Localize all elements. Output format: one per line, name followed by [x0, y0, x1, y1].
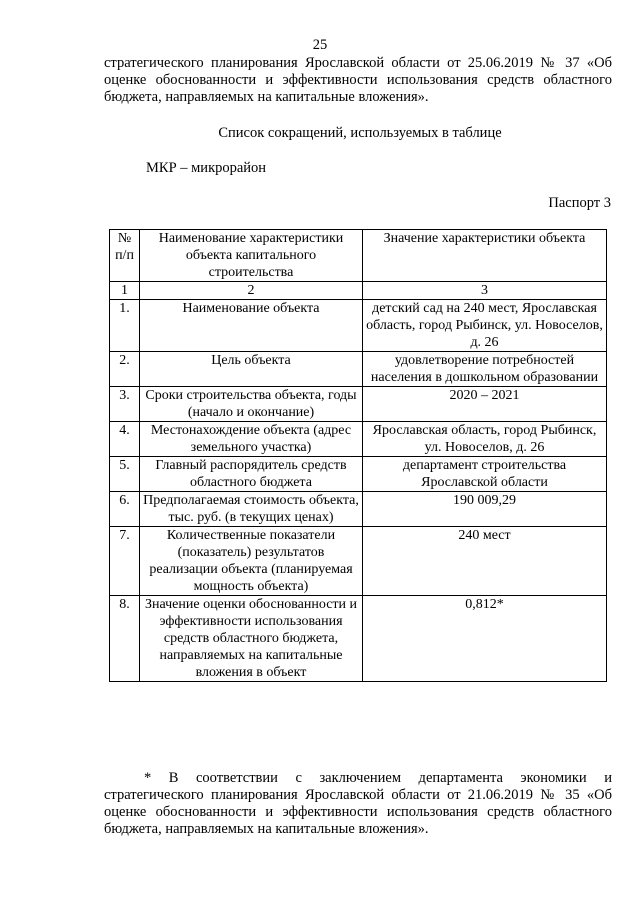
table-row: [110, 527, 607, 596]
table-row: [110, 422, 607, 457]
row-name: Сроки строительства объекта, годы (начало и окончание): [140, 387, 363, 422]
row-number: 1.: [110, 300, 140, 352]
row-number: 2.: [110, 352, 140, 387]
page-number: 25: [312, 37, 328, 53]
abbreviation-entry: МКР – микрорайон: [146, 160, 267, 176]
footnote: [104, 770, 612, 838]
passport-table: [109, 229, 607, 682]
table-numbering-row: [110, 282, 607, 300]
row-value: 240 мест: [363, 527, 607, 596]
header-characteristic-value: Значение характеристики объекта: [363, 230, 607, 282]
table-row: [110, 457, 607, 492]
footnote-text: * В соответствии с заключением департамента экономики и стратегического планирования Ярославской области от 21.06.2019 № 35 «Об оценке обоснованности и эффективности использования средств областного бюджета, направляемых на капитальные вложения».: [104, 770, 612, 837]
row-name: Местонахождение объекта (адрес земельного участка): [140, 422, 363, 457]
table-row: [110, 387, 607, 422]
row-name: Наименование объекта: [140, 300, 363, 352]
row-number: 8.: [110, 596, 140, 682]
table-header-row: [110, 230, 607, 282]
row-value: департамент строительства Ярославской области: [363, 457, 607, 492]
row-number: 4.: [110, 422, 140, 457]
row-value: 0,812*: [363, 596, 607, 682]
row-value: детский сад на 240 мест, Ярославская область, город Рыбинск, ул. Новоселов, д. 26: [363, 300, 607, 352]
numbering-cell: 3: [363, 282, 607, 300]
table-row: [110, 492, 607, 527]
row-number: 7.: [110, 527, 140, 596]
row-name: Значение оценки обоснованности и эффективности использования средств областного бюджета, направляемых на капитальные вложения в объект: [140, 596, 363, 682]
header-characteristic-name: Наименование характеристики объекта капитального строительства: [140, 230, 363, 282]
row-name: Количественные показатели (показатель) результатов реализации объекта (планируемая мощность объекта): [140, 527, 363, 596]
row-value: 190 009,29: [363, 492, 607, 527]
row-value: Ярославская область, город Рыбинск, ул. Новоселов, д. 26: [363, 422, 607, 457]
table-row: [110, 300, 607, 352]
row-name: Цель объекта: [140, 352, 363, 387]
numbering-cell: 2: [140, 282, 363, 300]
row-number: 3.: [110, 387, 140, 422]
passport-label: Паспорт 3: [548, 195, 611, 211]
row-name: Главный распорядитель средств областного бюджета: [140, 457, 363, 492]
header-number: № п/п: [110, 230, 140, 282]
row-name: Предполагаемая стоимость объекта, тыс. руб. (в текущих ценах): [140, 492, 363, 527]
row-value: удовлетворение потребностей населения в дошкольном образовании: [363, 352, 607, 387]
row-number: 6.: [110, 492, 140, 527]
row-value: 2020 – 2021: [363, 387, 607, 422]
numbering-cell: 1: [110, 282, 140, 300]
section-title: Список сокращений, используемых в таблице: [218, 125, 502, 141]
table-row: [110, 596, 607, 682]
intro-paragraph: стратегического планирования Ярославской области от 25.06.2019 № 37 «Об оценке обоснованности и эффективности использования средств областного бюджета, направляемых на капитальные вложения».: [104, 55, 612, 105]
row-number: 5.: [110, 457, 140, 492]
table-row: [110, 352, 607, 387]
